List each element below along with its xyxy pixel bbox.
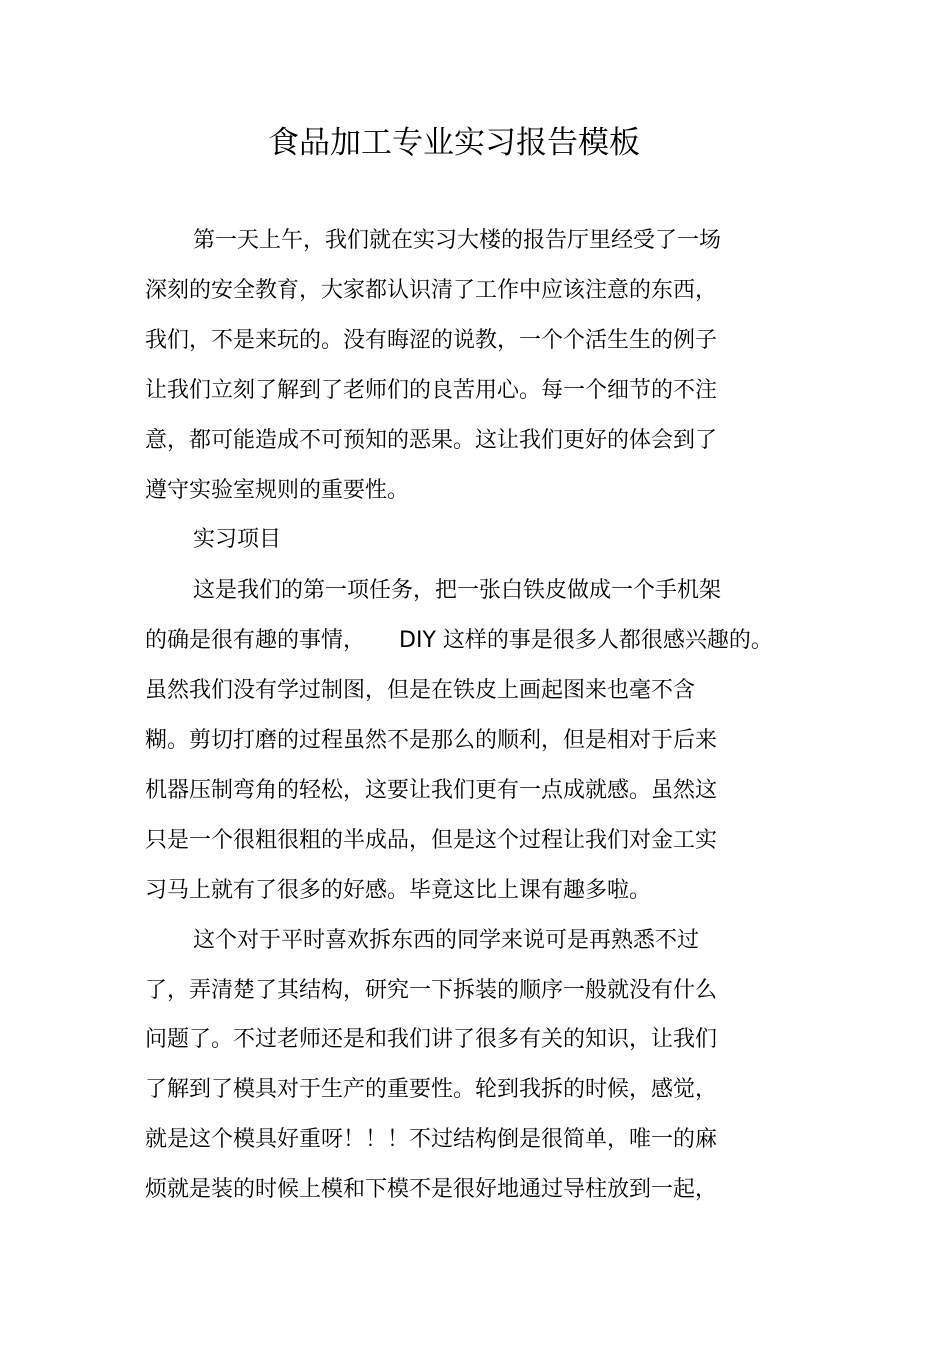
text-line: 这是我们的第一项任务，把一张白铁皮做成一个手机架 — [193, 578, 722, 603]
text-line: 第一天上午，我们就在实习大楼的报告厅里经受了一场 — [193, 228, 722, 253]
text-line: 我们，不是来玩的。没有晦涩的说教，一个个活生生的例子 — [145, 328, 718, 353]
text-line: 烦就是装的时候上模和下模不是很好地通过导柱放到一起， — [145, 1177, 718, 1202]
text-line: 只是一个很粗很粗的半成品，但是这个过程让我们对金工实 — [145, 828, 718, 853]
section-heading: 实习项目 — [193, 527, 282, 552]
text-line — [145, 626, 773, 656]
text-line: 深刻的安全教育，大家都认识清了工作中应该注意的东西， — [145, 278, 718, 303]
text-line: 虽然我们没有学过制图，但是在铁皮上画起图来也毫不含 — [145, 678, 696, 703]
text-line: 意，都可能造成不可预知的恶果。这让我们更好的体会到了 — [145, 428, 718, 453]
text-line: 让我们立刻了解到了老师们的良苦用心。每一个细节的不注 — [145, 378, 718, 403]
text-line: 习马上就有了很多的好感。毕竟这比上课有趣多啦。 — [145, 878, 652, 903]
text-line: 糊。剪切打磨的过程虽然不是那么的顺利，但是相对于后来 — [145, 728, 718, 753]
text-line: 遵守实验室规则的重要性。 — [145, 478, 410, 503]
text-line: 了解到了模具对于生产的重要性。轮到我拆的时候，感觉， — [145, 1077, 718, 1102]
text-segment: DIY 这样的事是很多人都很感兴趣的。 — [399, 628, 773, 653]
document-title: 食品加工专业实习报告模板 — [268, 125, 640, 161]
text-line: 机器压制弯角的轻松，这要让我们更有一点成就感。虽然这 — [145, 778, 718, 803]
text-line: 就是这个模具好重呀！！！不过结构倒是很简单，唯一的麻 — [145, 1127, 718, 1152]
text-segment: 的确是很有趣的事情， — [145, 628, 366, 653]
text-line: 这个对于平时喜欢拆东西的同学来说可是再熟悉不过 — [193, 928, 700, 953]
text-line: 了，弄清楚了其结构，研究一下拆装的顺序一般就没有什么 — [145, 978, 718, 1003]
text-line: 问题了。不过老师还是和我们讲了很多有关的知识，让我们 — [145, 1027, 718, 1052]
